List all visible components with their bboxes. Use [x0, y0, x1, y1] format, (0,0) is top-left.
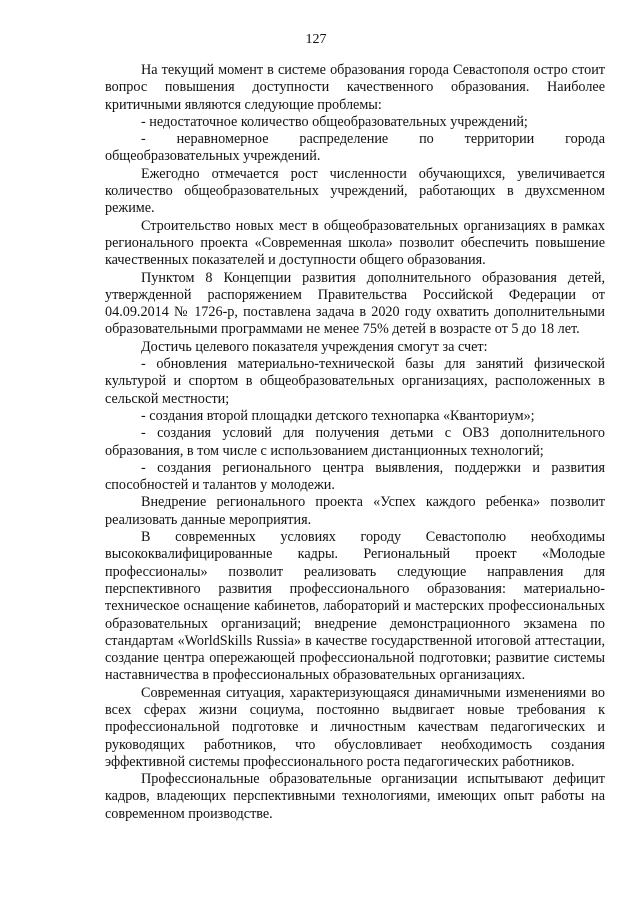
paragraph-intro: На текущий момент в системе образования города Севастополя остро стоит вопрос повышения доступности качественного образования. Наиболее критичными являются следующие проблемы:: [105, 62, 605, 113]
document-body: [105, 62, 605, 823]
paragraph: В современных условиях городу Севастополю необходимы высококвалифицированные кадры. Региональный проект «Молодые профессионалы» позволит реализовать следующие направления для перспективного развития профессионального образования: материально-техническое оснащение кабинетов, лабораторий и мастерских профессиональных образовательных организаций; внедрение демонстрационного экзамена по стандартам «WorldSkills Russia» в качестве государственной итоговой аттестации, создание центра опережающей профессиональной подготовки; развитие системы наставничества в профессиональных образовательных организациях.: [105, 529, 605, 684]
paragraph: Достичь целевого показателя учреждения смогут за счет:: [141, 338, 488, 355]
paragraph: Внедрение регионального проекта «Успех каждого ребенка» позволит реализовать данные мероприятия.: [105, 494, 605, 528]
list-item: - неравномерное распределение по территории города общеобразовательных учреждений.: [105, 131, 605, 165]
list-item: - создания второй площадки детского технопарка «Кванториум»;: [141, 407, 535, 424]
list-item: - создания регионального центра выявления, поддержки и развития способностей и талантов у молодежи.: [105, 459, 605, 494]
paragraph: Современная ситуация, характеризующаяся динамичными изменениями во всех сферах жизни социума, постоянно выдвигает новые требования к профессиональной подготовке и личностным качествам педагогических и руководящих работников, что обусловливает необходимость создания эффективной системы профессионального роста педагогических работников.: [105, 684, 605, 770]
paragraph: Пунктом 8 Концепции развития дополнительного образования детей, утвержденной распоряжением Правительства Российской Федерации от 04.09.2014 № 1726-р, поставлена задача в 2020 году охватить дополнительными образовательными программами не менее 75% детей в возрасте от 5 до 18 лет.: [105, 269, 605, 338]
page-number: 127: [305, 32, 327, 47]
paragraph: Строительство новых мест в общеобразовательных организациях в рамках регионального проекта «Современная школа» позволит обеспечить повышение качественных показателей и доступности общего образования.: [105, 217, 605, 269]
paragraph: Профессиональные образовательные организации испытывают дефицит кадров, владеющих перспективными технологиями, имеющих опыт работы на современном производстве.: [105, 771, 605, 822]
paragraph: Ежегодно отмечается рост численности обучающихся, увеличивается количество общеобразовательных учреждений, работающих в двухсменном режиме.: [105, 165, 605, 217]
list-item: - создания условий для получения детьми с ОВЗ дополнительного образования, в том числе с использованием дистанционных технологий;: [105, 425, 605, 459]
list-item: - обновления материально-технической базы для занятий физической культурой и спортом в общеобразовательных организациях, расположенных в сельской местности;: [105, 356, 605, 407]
list-item: - недостаточное количество общеобразовательных учреждений;: [141, 113, 528, 130]
